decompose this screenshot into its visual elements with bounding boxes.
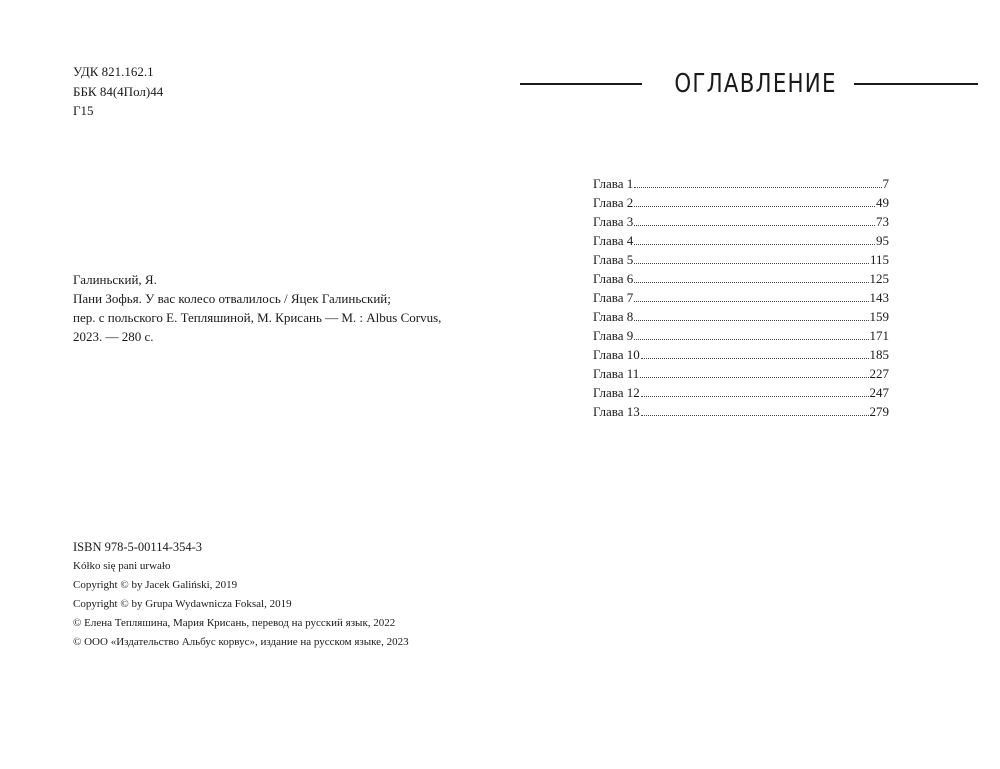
copyright-author: Copyright © by Jacek Galiński, 2019: [73, 579, 238, 591]
contents-page: [500, 0, 1000, 769]
toc-item[interactable]: [593, 402, 889, 421]
catalog-translation: пер. с польского Е. Тепляшиной, М. Крисань — М. : Albus Corvus,: [73, 310, 442, 325]
toc-item-page: 49: [876, 195, 889, 210]
catalog-author: Галиньский, Я.: [73, 272, 157, 287]
toc-item-label: Глава 12: [593, 385, 640, 400]
toc-item-page: 171: [869, 328, 889, 343]
original-title: Kółko się pani urwało: [73, 560, 171, 572]
catalog-title: Пани Зофья. У вас колесо отвалилось / Яцек Галиньский;: [73, 291, 391, 306]
toc-leader: [634, 187, 881, 188]
toc-item[interactable]: [593, 326, 889, 345]
toc-leader: [634, 206, 875, 207]
toc-leader: [634, 263, 869, 264]
classification-codes: [73, 62, 163, 121]
toc-leader: [634, 301, 868, 302]
toc-item-label: Глава 3: [593, 214, 634, 229]
toc-item[interactable]: [593, 345, 889, 364]
toc-leader: [634, 339, 868, 340]
rights-block: [73, 538, 409, 652]
toc-leader: [640, 377, 868, 378]
toc-item-page: 159: [869, 309, 889, 324]
toc-item-page: 125: [869, 271, 889, 286]
toc-item-page: 7: [882, 176, 889, 191]
udk-code: УДК 821.162.1: [73, 64, 154, 79]
toc-leader: [641, 396, 869, 397]
toc-item-page: 227: [869, 366, 889, 381]
toc-item-page: 185: [869, 347, 889, 362]
toc-item-label: Глава 8: [593, 309, 634, 324]
toc-leader: [641, 415, 869, 416]
table-of-contents: [593, 174, 889, 421]
toc-item-page: 95: [876, 233, 889, 248]
toc-item-label: Глава 10: [593, 347, 640, 362]
page-title: ОГЛАВЛЕНИЕ: [674, 69, 837, 99]
title-rule-left: [520, 83, 642, 85]
toc-item-label: Глава 11: [593, 366, 640, 381]
toc-leader: [634, 244, 875, 245]
toc-item-label: Глава 6: [593, 271, 634, 286]
author-mark: Г15: [73, 103, 94, 118]
toc-item-page: 247: [869, 385, 889, 400]
toc-item-label: Глава 4: [593, 233, 634, 248]
toc-item-page: 279: [869, 404, 889, 419]
toc-header: [520, 66, 978, 102]
toc-item[interactable]: [593, 307, 889, 326]
toc-leader: [634, 225, 875, 226]
catalog-year-pages: 2023. — 280 с.: [73, 329, 154, 344]
toc-item[interactable]: [593, 288, 889, 307]
copyright-translation: © Елена Тепляшина, Мария Крисань, перевод на русский язык, 2022: [73, 617, 396, 629]
copyright-publisher: Copyright © by Grupa Wydawnicza Foksal, 2019: [73, 598, 292, 610]
bbk-code: ББК 84(4Пол)44: [73, 83, 164, 99]
toc-leader: [641, 358, 869, 359]
toc-item[interactable]: [593, 212, 889, 231]
toc-item[interactable]: [593, 269, 889, 288]
isbn: ISBN 978-5-00114-354-3: [73, 540, 203, 554]
toc-leader: [634, 320, 868, 321]
toc-item-page: 115: [869, 252, 889, 267]
copyright-edition: © ООО «Издательство Альбус корвус», издание на русском языке, 2023: [73, 636, 409, 648]
catalog-record: [73, 270, 441, 346]
toc-item[interactable]: [593, 364, 889, 383]
toc-item-page: 143: [869, 290, 889, 305]
title-rule-right: [854, 83, 978, 85]
toc-item-label: Глава 9: [593, 328, 634, 343]
toc-item[interactable]: [593, 193, 889, 212]
toc-leader: [634, 282, 868, 283]
toc-item[interactable]: [593, 250, 889, 269]
toc-item-page: 73: [876, 214, 889, 229]
toc-item-label: Глава 13: [593, 404, 640, 419]
toc-item[interactable]: [593, 231, 889, 250]
toc-item-label: Глава 1: [593, 176, 634, 191]
toc-item-label: Глава 5: [593, 252, 634, 267]
toc-item[interactable]: [593, 383, 889, 402]
toc-item[interactable]: [593, 174, 889, 193]
toc-item-label: Глава 7: [593, 290, 634, 305]
toc-item-label: Глава 2: [593, 195, 634, 210]
